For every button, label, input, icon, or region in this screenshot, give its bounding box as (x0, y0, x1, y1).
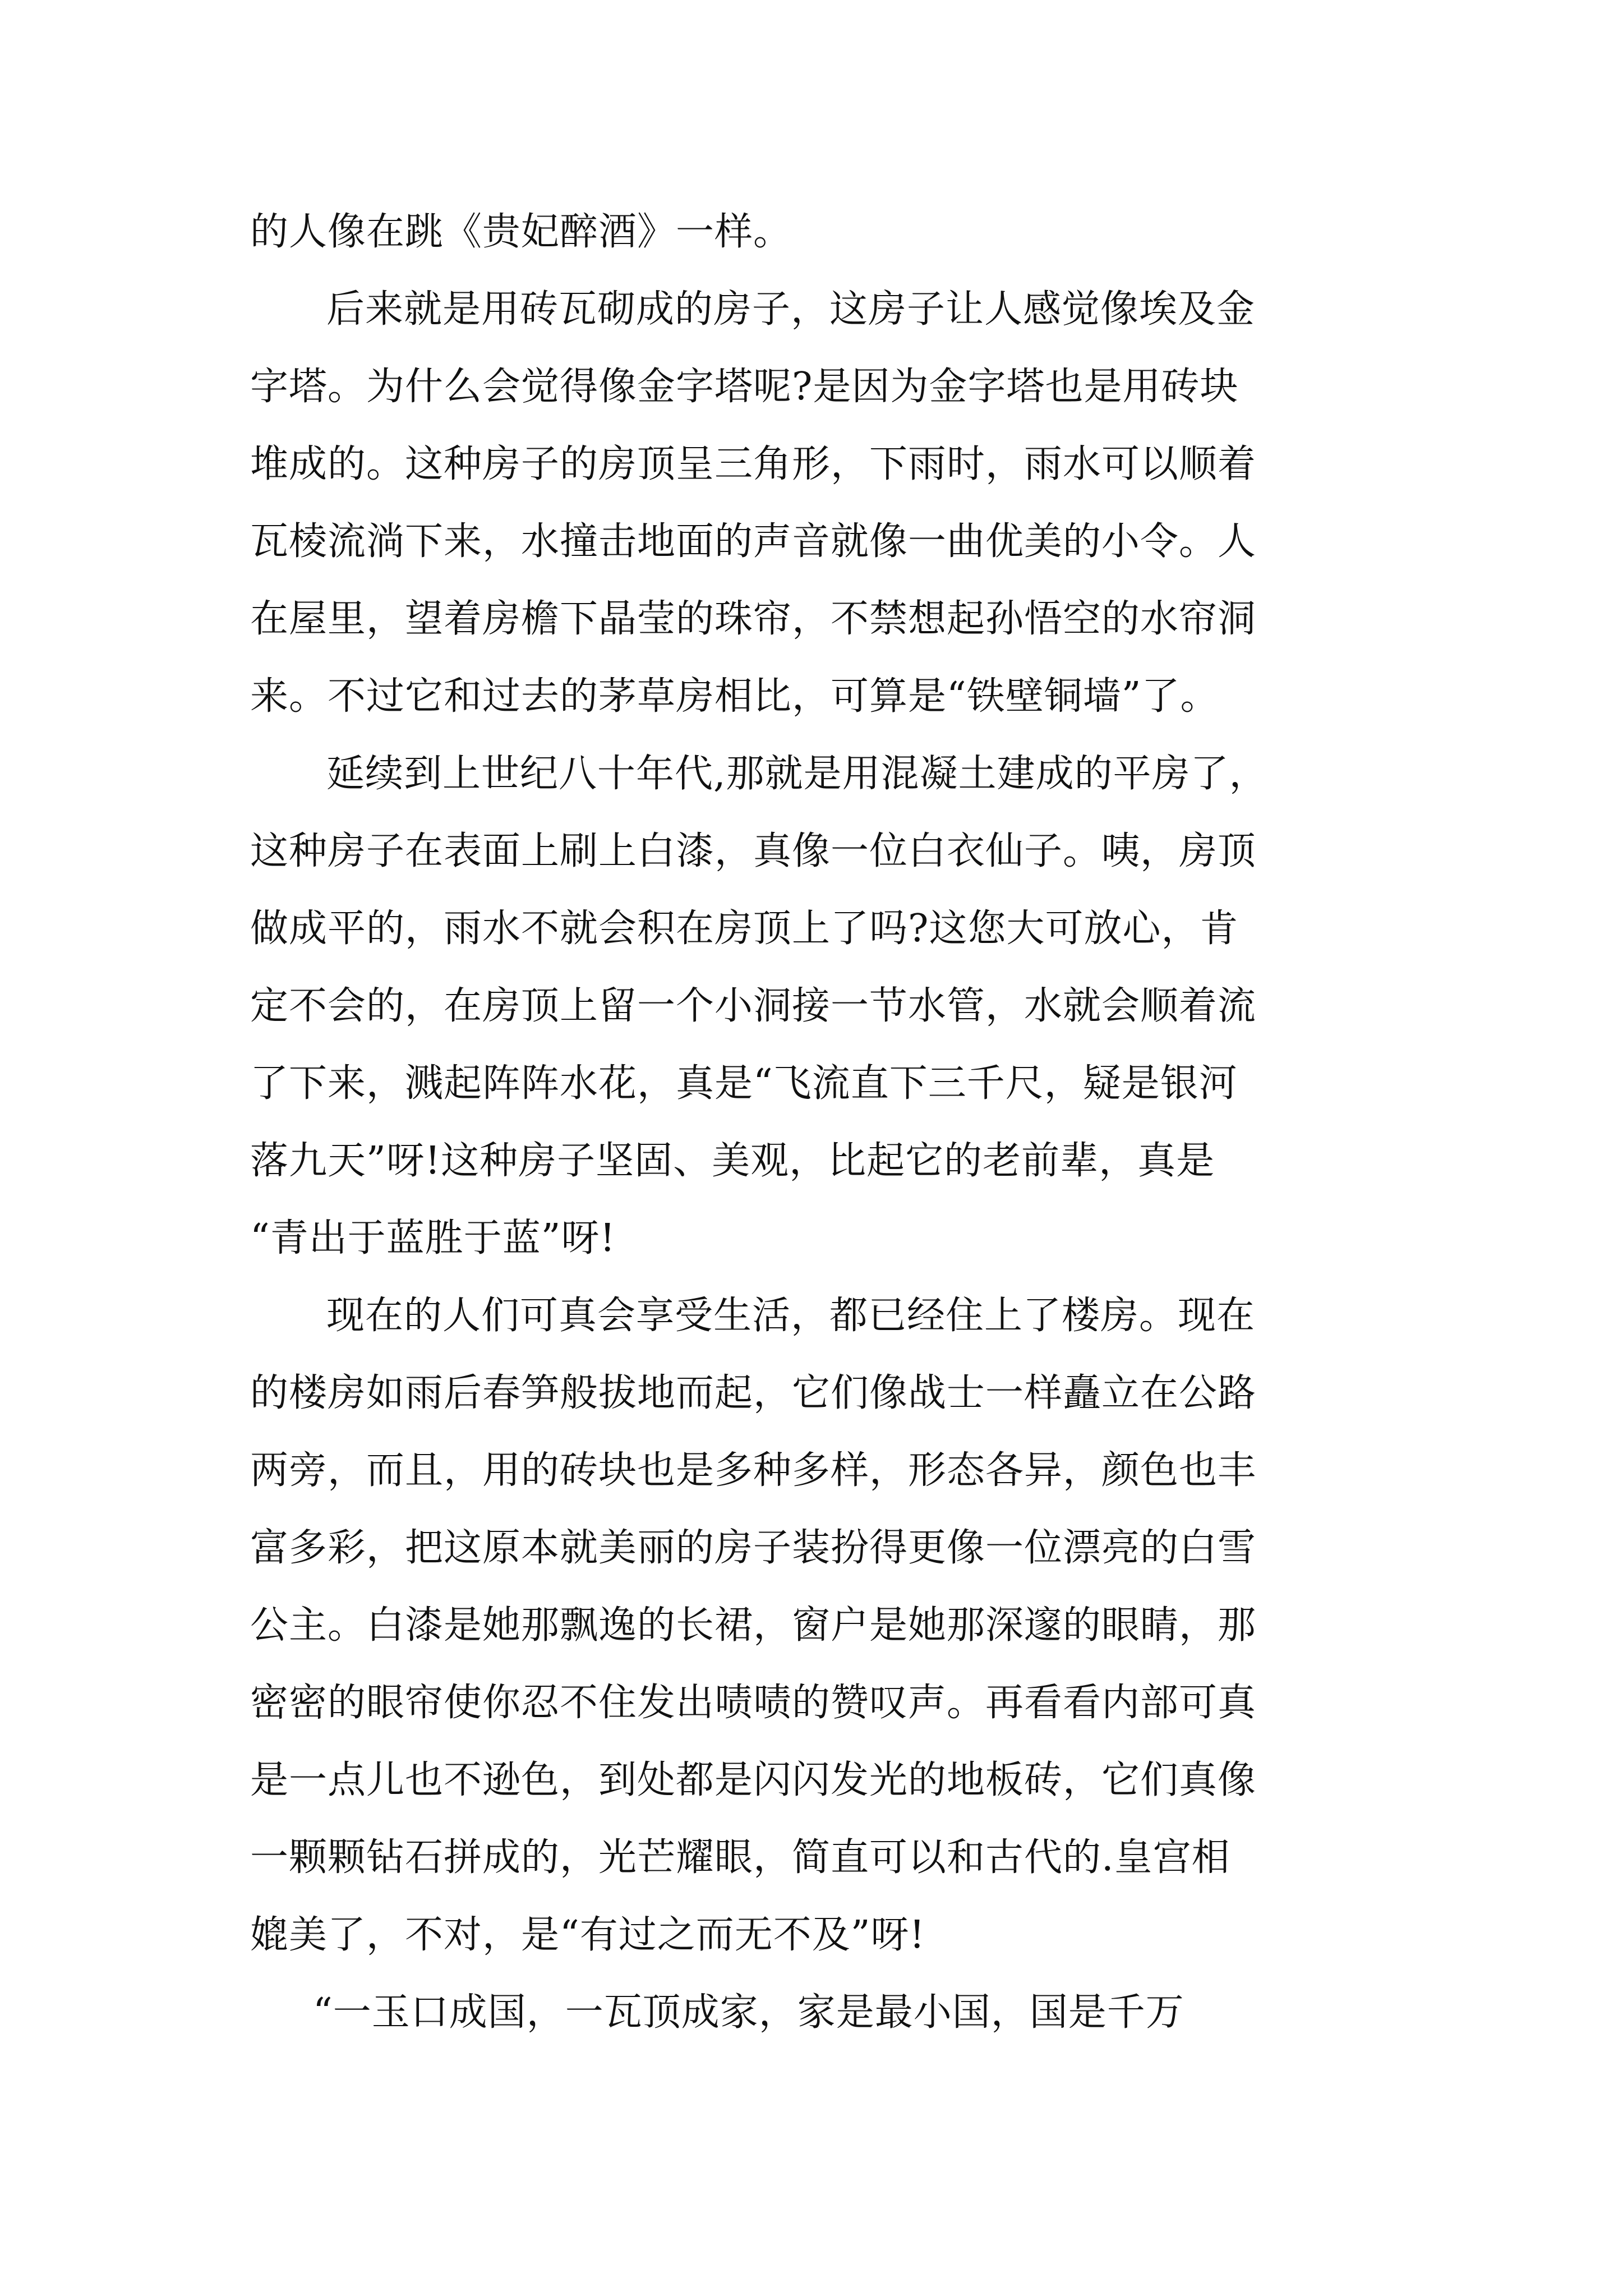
paragraph-line: “青出于蓝胜于蓝”呀! (250, 1216, 616, 1260)
paragraph-line: 了下来，溅起阵阵水花，真是“飞流直下三千尺，疑是银河 (250, 1061, 1238, 1106)
paragraph-line: 是一点儿也不逊色，到处都是闪闪发光的地板砖，它们真像 (250, 1758, 1257, 1802)
paragraph-line: 做成平的，雨水不就会积在房顶上了吗?这您大可放心，肯 (250, 907, 1239, 951)
paragraph-line: “一玉口成国，一瓦顶成家，家是最小国，国是千万 (313, 1990, 1184, 2035)
paragraph-line: 在屋里，望着房檐下晶莹的珠帘，不禁想起孙悟空的水帘洞 (250, 597, 1257, 641)
paragraph-line: 后来就是用砖瓦砌成的房子，这房子让人感觉像埃及金 (326, 287, 1256, 332)
paragraph-line: 堆成的。这种房子的房顶呈三角形，下雨时，雨水可以顺着 (250, 442, 1257, 486)
paragraph-line: 一颗颗钻石拼成的，光芒耀眼，简直可以和古代的.皇宫相 (250, 1835, 1230, 1880)
paragraph-line: 两旁，而且，用的砖块也是多种多样，形态各异，颜色也丰 (250, 1448, 1257, 1493)
paragraph-line: 公主。白漆是她那飘逸的长裙，窗户是她那深邃的眼睛，那 (250, 1603, 1257, 1648)
paragraph-line: 密密的眼帘使你忍不住发出啧啧的赞叹声。再看看内部可真 (250, 1681, 1257, 1725)
paragraph-line: 延续到上世纪八十年代,那就是用混凝土建成的平房了， (326, 752, 1268, 796)
paragraph-line: 定不会的，在房顶上留一个小洞接一节水管，水就会顺着流 (250, 984, 1257, 1028)
paragraph-line: 落九天”呀!这种房子坚固、美观，比起它的老前辈，真是 (250, 1139, 1215, 1183)
paragraph-line: 瓦棱流淌下来，水撞击地面的声音就像一曲优美的小令。人 (250, 519, 1257, 564)
paragraph-line: 来。不过它和过去的茅草房相比，可算是“铁壁铜墙”了。 (250, 674, 1219, 719)
paragraph-line: 现在的人们可真会享受生活，都已经住上了楼房。现在 (326, 1294, 1256, 1338)
document-body (250, 194, 1400, 2051)
paragraph-line: 媲美了，不对，是“有过之而无不及”呀! (250, 1913, 925, 1957)
paragraph-line: 字塔。为什么会觉得像金字塔呢?是因为金字塔也是用砖块 (250, 365, 1239, 409)
paragraph-line: 这种房子在表面上刷上白漆，真像一位白衣仙子。咦，房顶 (250, 829, 1257, 873)
paragraph-line: 的人像在跳《贵妃醉酒》一样。 (250, 210, 792, 254)
paragraph-line: 的楼房如雨后春笋般拔地而起，它们像战士一样矗立在公路 (250, 1371, 1257, 1415)
paragraph-line: 富多彩，把这原本就美丽的房子装扮得更像一位漂亮的白雪 (250, 1526, 1257, 1570)
